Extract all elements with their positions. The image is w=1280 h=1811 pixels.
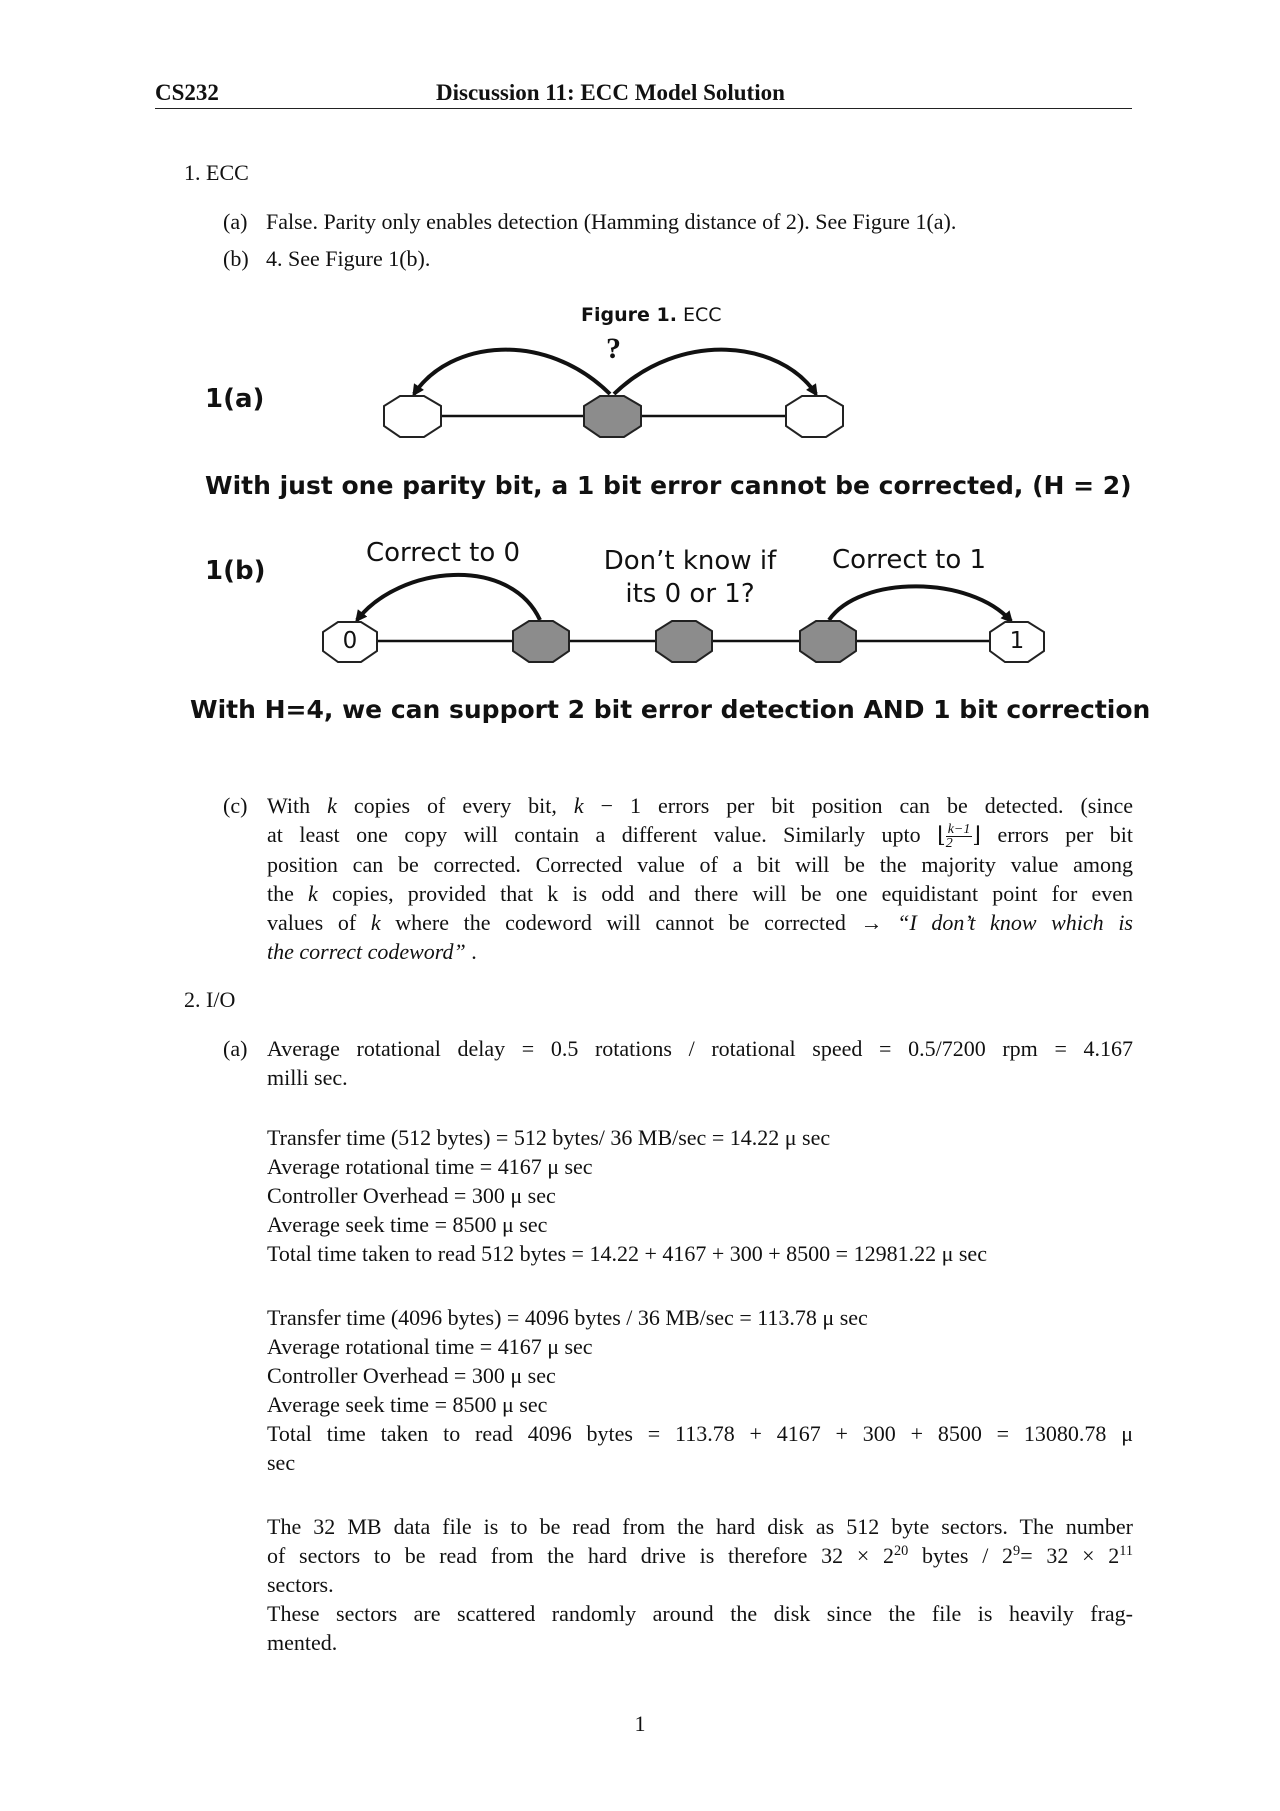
figure-1a-graph [384,350,843,437]
course-code: CS232 [155,80,219,105]
figure-1b-statement: With H=4, we can support 2 bit error detection AND 1 bit correction [190,695,1151,724]
correct-to-0-label: Correct to 0 [366,538,521,568]
list-item: Average seek time = 8500 μ sec [267,1392,548,1417]
dont-know-label: Don’t know if its 0 or 1? [603,546,777,609]
node-1-label: 1 [1009,628,1025,654]
list-item: Total time taken to read 512 bytes = 14.22 + 4167 + 300 + 8500 = 12981.22 μ sec [267,1241,987,1266]
list-item: Controller Overhead = 300 μ sec [267,1363,556,1388]
arrow-right [614,350,816,394]
list-item: Average rotational time = 4167 μ sec [267,1154,593,1179]
error-node [800,621,856,662]
node-0-label: 0 [342,628,358,654]
correct-to-1-label: Correct to 1 [832,545,987,575]
list-item: Transfer time (4096 bytes) = 4096 bytes / 36 MB/sec = 113.78 μ sec [267,1305,868,1330]
page-number: 1 [634,1711,646,1736]
codeword-node [384,396,441,437]
q1a-label: (a) [223,209,248,234]
q2a-label: (a) [223,1036,248,1061]
list-item: Average seek time = 8500 μ sec [267,1212,548,1237]
block-512-bytes [267,1123,1133,1268]
page-title: Discussion 11: ECC Model Solution [436,80,785,105]
q1c-label: (c) [223,793,248,818]
question-2-label: 2. I/O [184,987,236,1012]
q1b-text: 4. See Figure 1(b). [266,246,431,271]
list-item: sec [267,1450,296,1475]
q1a-text: False. Parity only enables detection (Hamming distance of 2). See Figure 1(a). [266,209,957,234]
figure-1a-statement: With just one parity bit, a 1 bit error cannot be corrected, (H = 2) [205,471,1132,500]
q2a-text: Average rotational delay = 0.5 rotations / rotational speed = 0.5/7200 rpm = 4.167 milli sec. [267,1036,1133,1090]
arrow-correct-to-1 [829,586,1011,621]
question-mark-label: ? [606,332,621,365]
list-item: Controller Overhead = 300 μ sec [267,1183,556,1208]
q1b-label: (b) [223,246,249,271]
error-node [513,621,569,662]
list-item: Transfer time (512 bytes) = 512 bytes/ 36 MB/sec = 14.22 μ sec [267,1125,831,1150]
question-1-label: 1. ECC [184,160,249,185]
list-item: Average rotational time = 4167 μ sec [267,1334,593,1359]
q1c-text: With k copies of every bit, k − 1 errors per bit position can be detected. (since at least one copy will contain a different value. Similarly upto ⌊ $\frac{k-1}{2}$ ⌋ errors per bit position can be corrected. Corrected value of a bit will be the majority value among the k copies, provided that k is odd and there will be one equidistant point for even values of k where the codeword will cannot be corrected → “I don’t know which is the correct codeword” . [267,793,1134,965]
arrow-left [414,350,610,394]
sectors-paragraph: The 32 MB data file is to be read from the hard disk as 512 byte sectors. The number of sectors to be read from the hard drive is therefore $32 \times 2^{20}$ bytes / $2^9= 32 \times 2^{11}$ sectors. These sectors are scattered randomly around the disk since the file is heavily frag- mented. [267,1514,1133,1655]
block-4096-bytes [267,1303,1133,1477]
codeword-node [786,396,843,437]
error-node [584,396,641,437]
arrow-correct-to-0 [357,575,540,620]
list-item: Total time taken to read 4096 bytes = 113.78 + 4167 + 300 + 8500 = 13080.78 μ [267,1421,1133,1446]
error-node [656,621,712,662]
figure-caption: Figure 1. ECC [581,304,722,326]
figure-1b-label: 1(b) [205,556,266,586]
figure-1a-label: 1(a) [205,384,265,414]
